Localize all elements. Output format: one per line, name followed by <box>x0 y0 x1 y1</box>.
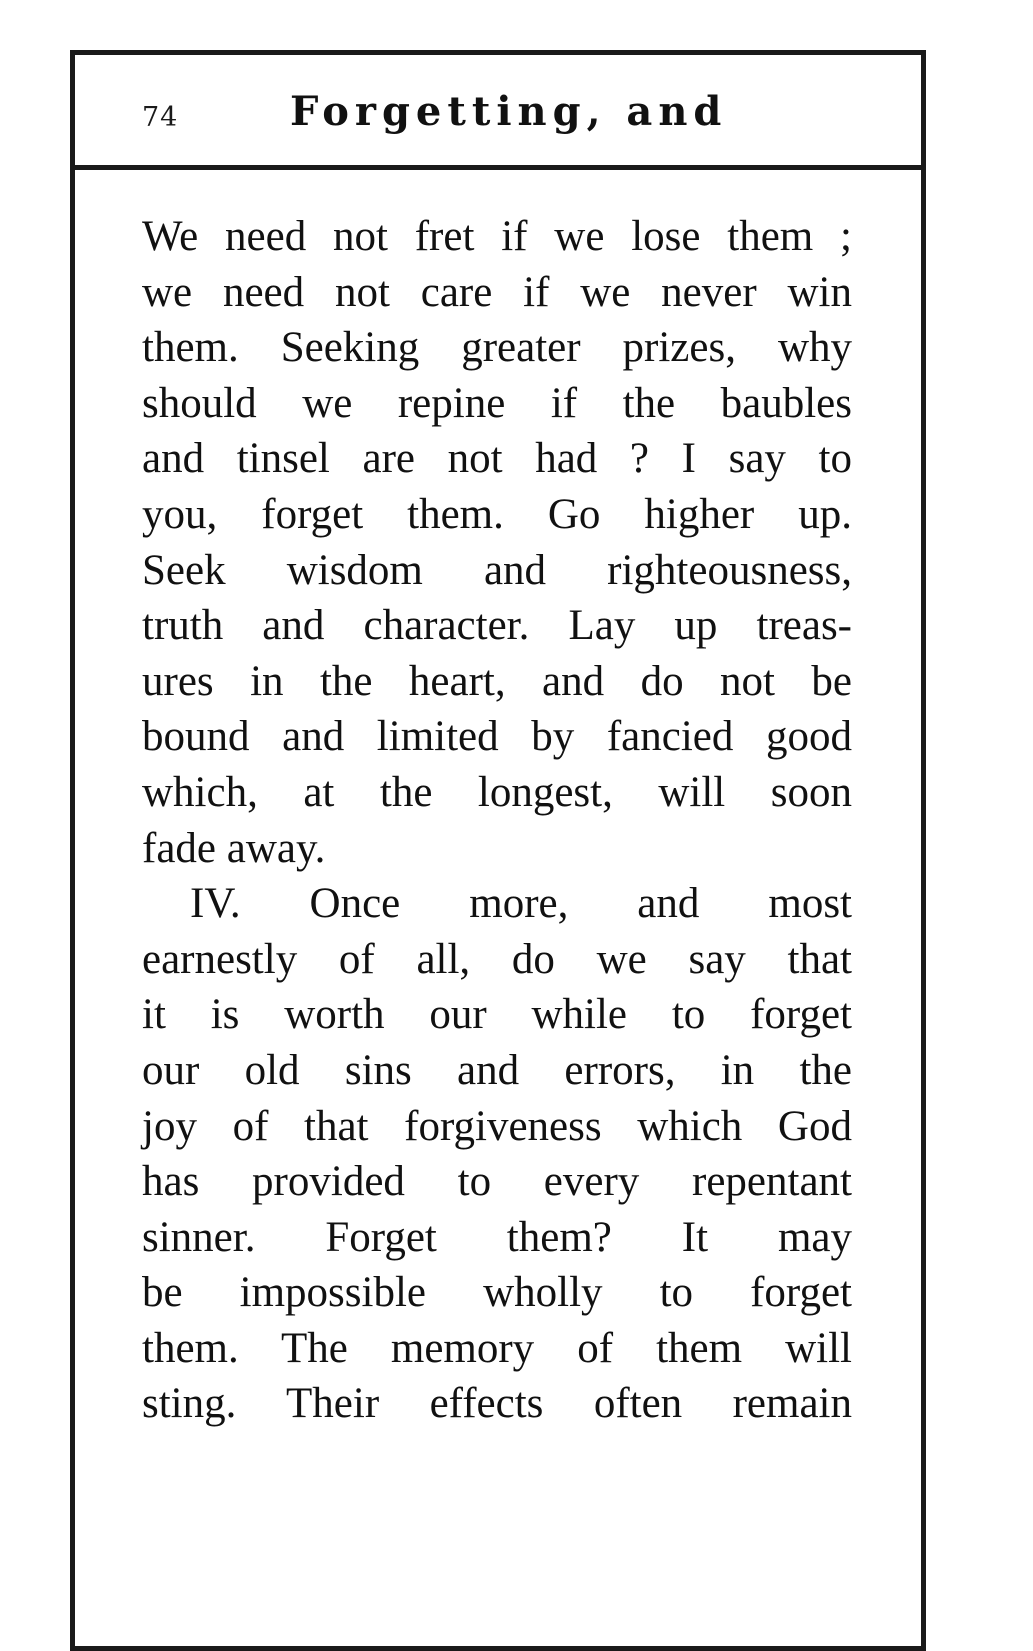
text-line: sting. Their effects often remain <box>142 1380 852 1428</box>
text-line: be impossible wholly to forget <box>142 1269 852 1317</box>
text-line: bound and limited by fancied good <box>142 713 852 761</box>
text-line: them. The memory of them will <box>142 1324 852 1372</box>
text-line: it is worth our while to forget <box>142 991 852 1039</box>
text-line: has provided to every repentant <box>142 1158 852 1206</box>
text-line: them. Seeking greater prizes, why <box>142 324 852 372</box>
page-number: 74 <box>142 102 179 133</box>
text-line: IV. Once more, and most <box>190 880 852 928</box>
text-line: ures in the heart, and do not be <box>142 657 852 705</box>
text-line: our old sins and errors, in the <box>142 1046 852 1094</box>
text-line: and tinsel are not had ? I say to <box>142 435 852 483</box>
text-line: which, at the longest, will soon <box>142 768 852 816</box>
text-line: earnestly of all, do we say that <box>142 935 852 983</box>
text-line: you, forget them. Go higher up. <box>142 490 852 538</box>
text-line: should we repine if the baubles <box>142 379 852 427</box>
text-line: Seek wisdom and righteousness, <box>142 546 852 594</box>
text-line: sinner. Forget them? It may <box>142 1213 852 1261</box>
text-line: We need not fret if we lose them ; <box>142 213 852 260</box>
text-line: we need not care if we never win <box>142 268 852 316</box>
running-head: Forgetting, and <box>290 88 728 135</box>
body-text <box>142 209 852 1432</box>
text-line: fade away. <box>142 824 326 872</box>
text-line: joy of that forgiveness which God <box>142 1102 852 1150</box>
text-line: truth and character. Lay up treas- <box>142 602 852 650</box>
